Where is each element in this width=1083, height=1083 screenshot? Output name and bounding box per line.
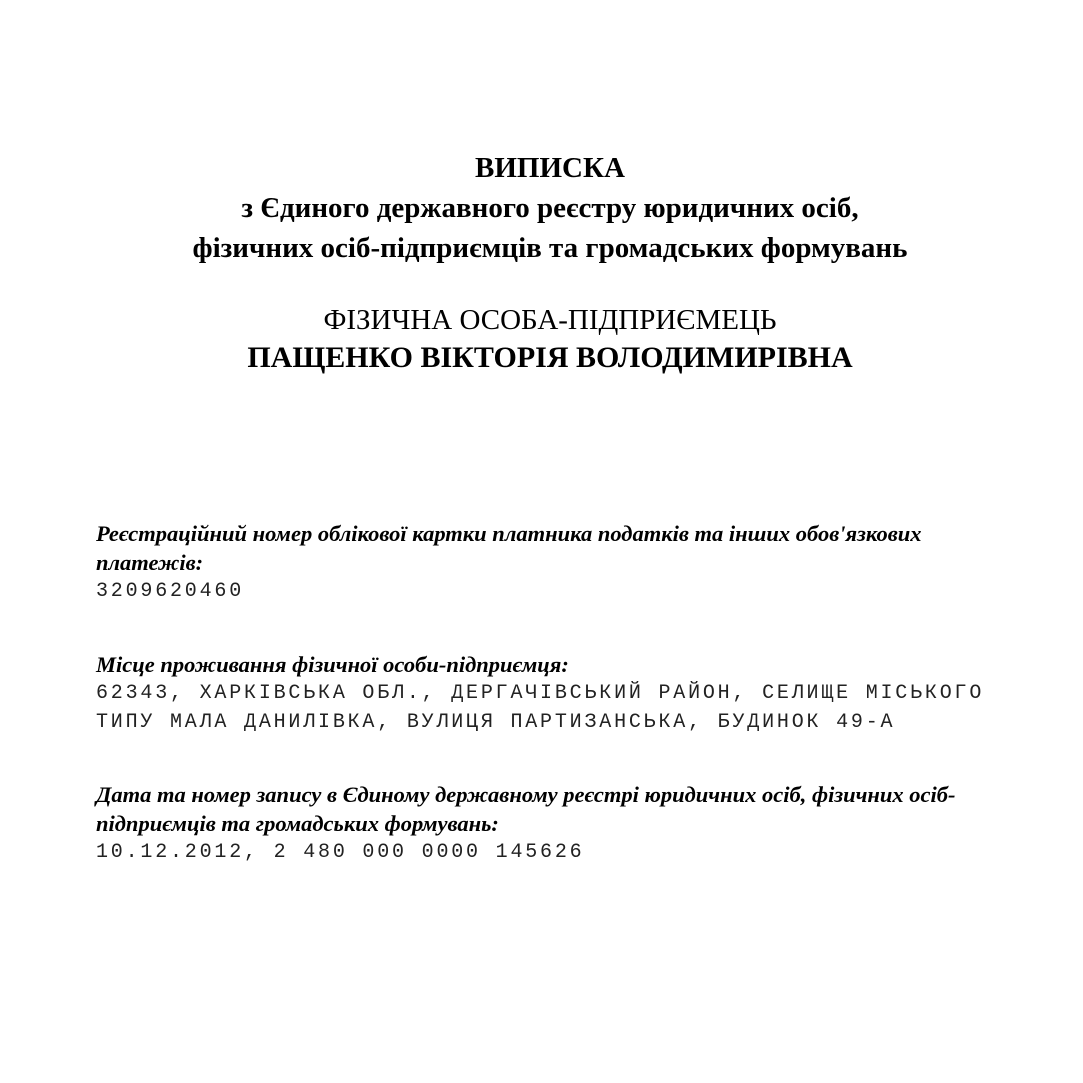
field-value: 10.12.2012, 2 480 000 0000 145626 xyxy=(96,841,585,864)
field-registry-record xyxy=(96,780,1016,867)
entity-type: ФІЗИЧНА ОСОБА-ПІДПРИЄМЕЦЬ xyxy=(323,304,777,336)
field-label: Реєстраційний номер облікової картки платника податків та інших обов'язкових платежів: xyxy=(96,521,922,575)
field-label: Місце проживання фізичної особи-підприємця: xyxy=(96,652,569,677)
document-subtitle-line2: фізичних осіб-підприємців та громадських формувань xyxy=(192,232,908,264)
field-value: 3209620460 xyxy=(96,580,245,603)
field-tax-number xyxy=(96,519,1016,606)
field-value: 62343, ХАРКІВСЬКА ОБЛ., ДЕРГАЧІВСЬКИЙ РАЙОН, СЕЛИЩЕ МІСЬКОГО ТИПУ МАЛА ДАНИЛІВКА, ВУЛИЦЯ ПАРТИЗАНСЬКА, БУДИНОК 49-А xyxy=(96,682,999,734)
document-title: ВИПИСКА xyxy=(475,152,625,184)
document-subtitle-line1: з Єдиного державного реєстру юридичних осіб, xyxy=(241,192,859,224)
field-residence xyxy=(96,650,1016,737)
field-label: Дата та номер запису в Єдиному державному реєстрі юридичних осіб, фізичних осіб-підприємців та громадських формувань: xyxy=(96,782,956,836)
entity-name: ПАЩЕНКО ВІКТОРІЯ ВОЛОДИМИРІВНА xyxy=(247,341,853,374)
